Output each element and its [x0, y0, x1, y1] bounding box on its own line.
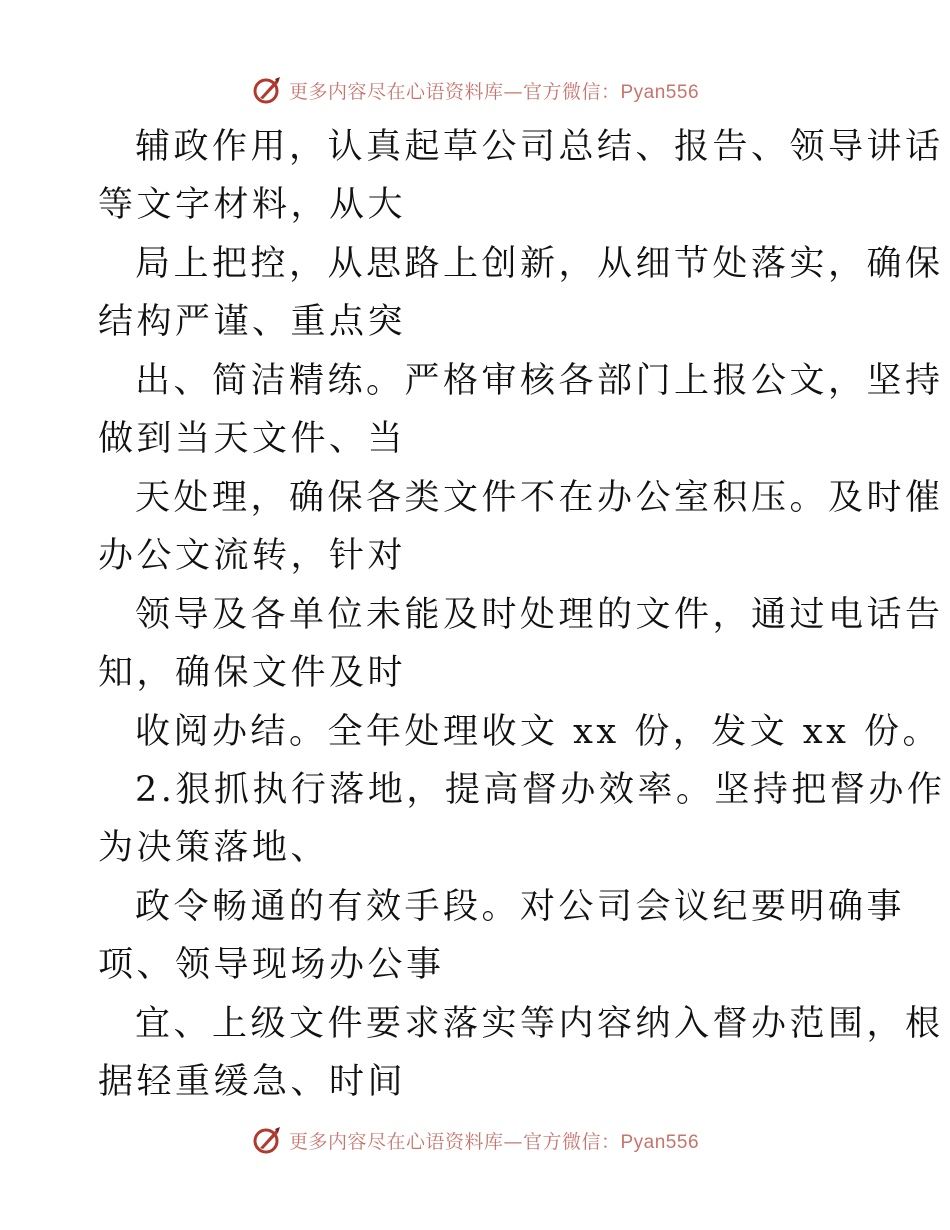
paragraph-line: 局上把控，从思路上创新，从细节处落实，确保	[135, 244, 944, 284]
paragraph	[0, 238, 950, 355]
watermark-footer	[0, 1120, 950, 1160]
paragraph	[0, 121, 950, 238]
quill-pen-logo-icon	[251, 1124, 283, 1156]
paragraph-line: 办公文流转，针对	[98, 536, 407, 576]
watermark-text: 更多内容尽在心语资料库—官方微信：Pyan556	[288, 1130, 700, 1153]
paragraph-line: 项、领导现场办公事	[98, 945, 445, 985]
watermark-text: 更多内容尽在心语资料库—官方微信：Pyan556	[288, 80, 700, 103]
paragraph	[0, 589, 950, 706]
paragraph-line: 出、简洁精练。严格审核各部门上报公文，坚持	[135, 361, 944, 401]
paragraph-line: 政令畅通的有效手段。对公司会议纪要明确事	[135, 887, 906, 927]
document-body	[0, 121, 950, 1115]
paragraph-line: 领导及各单位未能及时处理的文件，通过电话告	[135, 595, 944, 635]
quill-pen-logo-icon	[251, 74, 283, 106]
paragraph-line: 为决策落地、	[98, 828, 330, 868]
paragraph	[0, 706, 950, 764]
paragraph	[0, 881, 950, 998]
paragraph-line: 做到当天文件、当	[98, 419, 407, 459]
paragraph	[0, 472, 950, 589]
paragraph-line: 收阅办结。全年处理收文 xx 份，发文 xx 份。	[135, 712, 941, 752]
paragraph-line: 知，确保文件及时	[98, 653, 407, 693]
paragraph-line: 等文字材料，从大	[98, 185, 407, 225]
watermark-header	[0, 70, 950, 110]
paragraph	[0, 998, 950, 1115]
paragraph-line: 宜、上级文件要求落实等内容纳入督办范围，根	[135, 1004, 944, 1044]
paragraph-line: 2.狠抓执行落地，提高督办效率。坚持把督办作	[135, 770, 946, 810]
paragraph	[0, 355, 950, 472]
paragraph-line: 辅政作用，认真起草公司总结、报告、领导讲话	[135, 127, 944, 167]
paragraph-line: 结构严谨、重点突	[98, 302, 407, 342]
paragraph-line: 天处理，确保各类文件不在办公室积压。及时催	[135, 478, 944, 518]
paragraph	[0, 764, 950, 881]
paragraph-line: 据轻重缓急、时间	[98, 1062, 407, 1102]
